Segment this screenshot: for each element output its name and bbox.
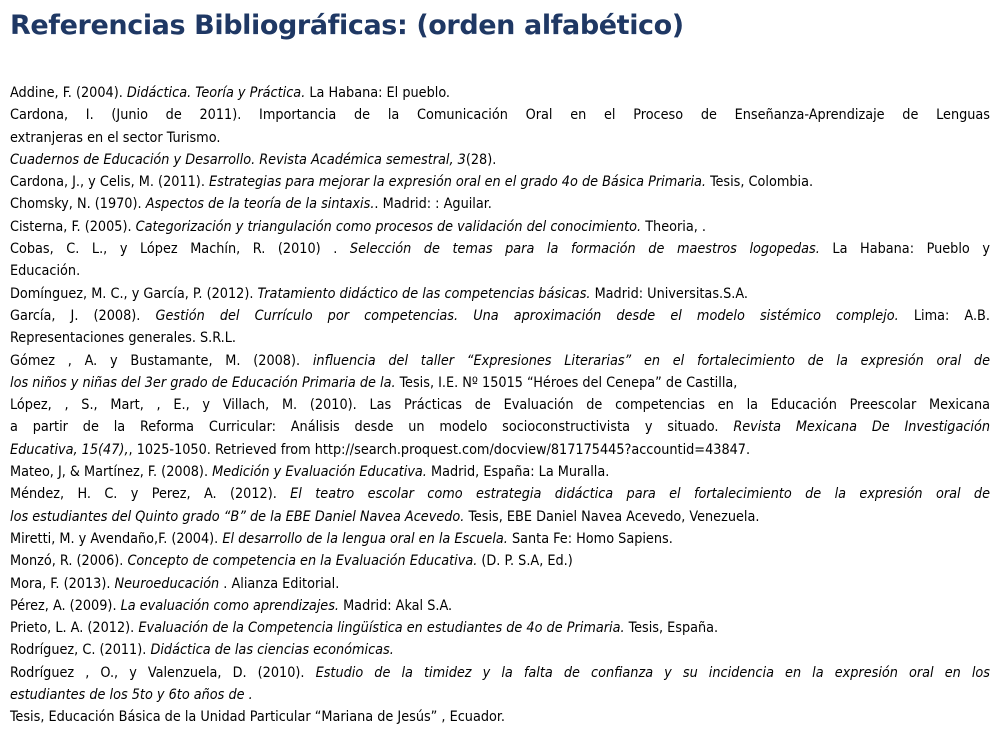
reference-text: Educación. <box>10 263 81 280</box>
reference-text: Mora, F. (2013). <box>10 575 115 592</box>
reference-text: López, , S., Mart, , E., y Villach, M. (2010). Las Prácticas de Evaluación de competencias en la Educación Preescolar Mexicana <box>10 397 990 414</box>
reference-text: Cardona, J., y Celis, M. (2011). <box>10 174 209 191</box>
reference-line <box>10 439 990 461</box>
reference-italic-text: Neuroeducación <box>114 575 220 592</box>
reference-line <box>10 550 990 572</box>
reference-italic-text: Evaluación de la Competencia lingüística en estudiantes de 4o de Primaria. <box>138 620 625 637</box>
reference-text: La Habana: Pueblo y <box>819 241 990 258</box>
reference-line <box>10 283 990 305</box>
reference-text: Chomsky, N. (1970). <box>10 196 146 213</box>
reference-text: Cobas, C. L., y López Machín, R. (2010) . <box>10 241 350 258</box>
reference-line <box>10 528 990 550</box>
reference-text: Monzó, R. (2006). <box>10 553 128 570</box>
reference-text: Madrid, España: La Muralla. <box>426 464 610 481</box>
reference-text: Madrid: Akal S.A. <box>339 597 453 614</box>
reference-line <box>10 506 990 528</box>
reference-line <box>10 639 990 661</box>
reference-text: Theoria, . <box>641 218 706 235</box>
reference-text: Miretti, M. y Avendaño,F. (2004). <box>10 530 223 547</box>
reference-italic-text: influencia del taller “Expresiones Literarias” en el fortalecimiento de la expresión oral de <box>312 352 990 369</box>
reference-text: extranjeras en el sector Turismo. <box>10 129 221 146</box>
reference-italic-text: estudiantes de los 5to y 6to años de . <box>10 687 253 704</box>
reference-text: , 1025-1050. Retrieved from http://search.proquest.com/docview/817175445?accountid=43847. <box>128 441 751 458</box>
reference-text: La Habana: El pueblo. <box>305 85 451 101</box>
reference-italic-text: los estudiantes del Quinto grado “B” de la EBE Daniel Navea Acevedo. <box>10 508 465 525</box>
reference-line <box>10 394 990 416</box>
reference-text: Tesis, EBE Daniel Navea Acevedo, Venezuela. <box>464 508 760 525</box>
reference-italic-text: Medición y Evaluación Educativa. <box>212 464 427 481</box>
reference-line <box>10 483 990 505</box>
reference-text: Representaciones generales. S.R.L. <box>10 330 237 347</box>
reference-italic-text: Educativa, 15(47), <box>10 441 129 458</box>
reference-text: (28). <box>465 151 497 168</box>
reference-text: García, J. (2008). <box>10 307 156 324</box>
reference-text: Méndez, H. C. y Perez, A. (2012). <box>10 486 291 503</box>
reference-text: . Madrid: : Aguilar. <box>374 196 492 213</box>
reference-italic-text: Estrategias para mejorar la expresión oral en el grado 4o de Básica Primaria. <box>209 174 706 191</box>
reference-italic-text: Aspectos de la teoría de la sintaxis. <box>145 196 375 213</box>
reference-text: Tesis, Colombia. <box>705 174 814 191</box>
reference-line <box>10 416 990 438</box>
reference-text: Gómez , A. y Bustamante, M. (2008). <box>10 352 313 369</box>
reference-text: Madrid: Universitas.S.A. <box>590 285 748 302</box>
reference-text: (D. P. S.A, Ed.) <box>477 553 573 570</box>
reference-text: Santa Fe: Homo Sapiens. <box>507 530 673 547</box>
reference-line <box>10 305 990 327</box>
reference-line <box>10 82 990 104</box>
reference-line <box>10 104 990 126</box>
reference-text: Mateo, J, & Martínez, F. (2008). <box>10 464 213 481</box>
reference-italic-text: La evaluación como aprendizajes. <box>120 597 339 614</box>
reference-italic-text: Didáctica de las ciencias económicas. <box>150 642 394 659</box>
reference-italic-text: El desarrollo de la lengua oral en la Escuela. <box>222 530 508 547</box>
reference-italic-text: Revista Mexicana De Investigación <box>733 419 990 436</box>
reference-text: Rodríguez , O., y Valenzuela, D. (2010). <box>10 664 316 681</box>
reference-line <box>10 595 990 617</box>
reference-text: Tesis, Educación Básica de la Unidad Particular “Mariana de Jesús” , Ecuador. <box>10 709 505 726</box>
reference-line <box>10 573 990 595</box>
reference-italic-text: Selección de temas para la formación de maestros logopedas. <box>349 241 820 258</box>
reference-text: Pérez, A. (2009). <box>10 597 121 614</box>
reference-line <box>10 684 990 706</box>
reference-text: Domínguez, M. C., y García, P. (2012). <box>10 285 258 302</box>
reference-italic-text: Concepto de competencia en la Evaluación Educativa. <box>127 553 478 570</box>
reference-line <box>10 372 990 394</box>
reference-text: Prieto, L. A. (2012). <box>10 620 139 637</box>
reference-text: Cardona, I. (Junio de 2011). Importancia de la Comunicación Oral en el Proceso de Enseñanza-Aprendizaje de Lenguas <box>10 107 990 124</box>
reference-text: a partir de la Reforma Curricular: Análisis desde un modelo socioconstructivista y situado. <box>10 419 734 436</box>
reference-italic-text: Tratamiento didáctico de las competencias básicas. <box>257 285 591 302</box>
reference-text: . Alianza Editorial. <box>219 575 340 592</box>
reference-line <box>10 617 990 639</box>
reference-italic-text: Categorización y triangulación como procesos de validación del conocimiento. <box>135 218 642 235</box>
reference-italic-text: Estudio de la timidez y la falta de confianza y su incidencia en la expresión oral en los <box>315 664 990 681</box>
reference-line <box>10 461 990 483</box>
reference-italic-text: Gestión del Currículo por competencias. Una aproximación desde el modelo sistémico complejo. <box>155 307 899 324</box>
reference-line <box>10 127 990 149</box>
reference-line <box>10 350 990 372</box>
reference-line <box>10 327 990 349</box>
reference-line <box>10 238 990 260</box>
reference-italic-text: El teatro escolar como estrategia didáctica para el fortalecimiento de la expresión oral de <box>290 486 990 503</box>
reference-text: Lima: A.B. <box>898 307 990 324</box>
reference-line <box>10 216 990 238</box>
reference-text: Rodríguez, C. (2011). <box>10 642 151 659</box>
reference-italic-text: Cuadernos de Educación y Desarrollo. Revista Académica semestral, 3 <box>10 151 466 168</box>
reference-line <box>10 171 990 193</box>
references-list <box>10 82 990 729</box>
page-title: Referencias Bibliográficas: (orden alfabético) <box>10 10 684 41</box>
reference-line <box>10 662 990 684</box>
reference-italic-text: los niños y niñas del 3er grado de Educación Primaria de la. <box>10 374 396 391</box>
reference-text: Addine, F. (2004). <box>10 85 127 101</box>
reference-text: Tesis, I.E. Nº 15015 “Héroes del Cenepa” de Castilla, <box>395 374 738 391</box>
reference-text: Cisterna, F. (2005). <box>10 218 136 235</box>
reference-italic-text: Didáctica. Teoría y Práctica. <box>126 85 306 101</box>
reference-line <box>10 706 990 728</box>
reference-line <box>10 149 990 171</box>
reference-line <box>10 193 990 215</box>
reference-line <box>10 260 990 282</box>
reference-text: Tesis, España. <box>624 620 719 637</box>
